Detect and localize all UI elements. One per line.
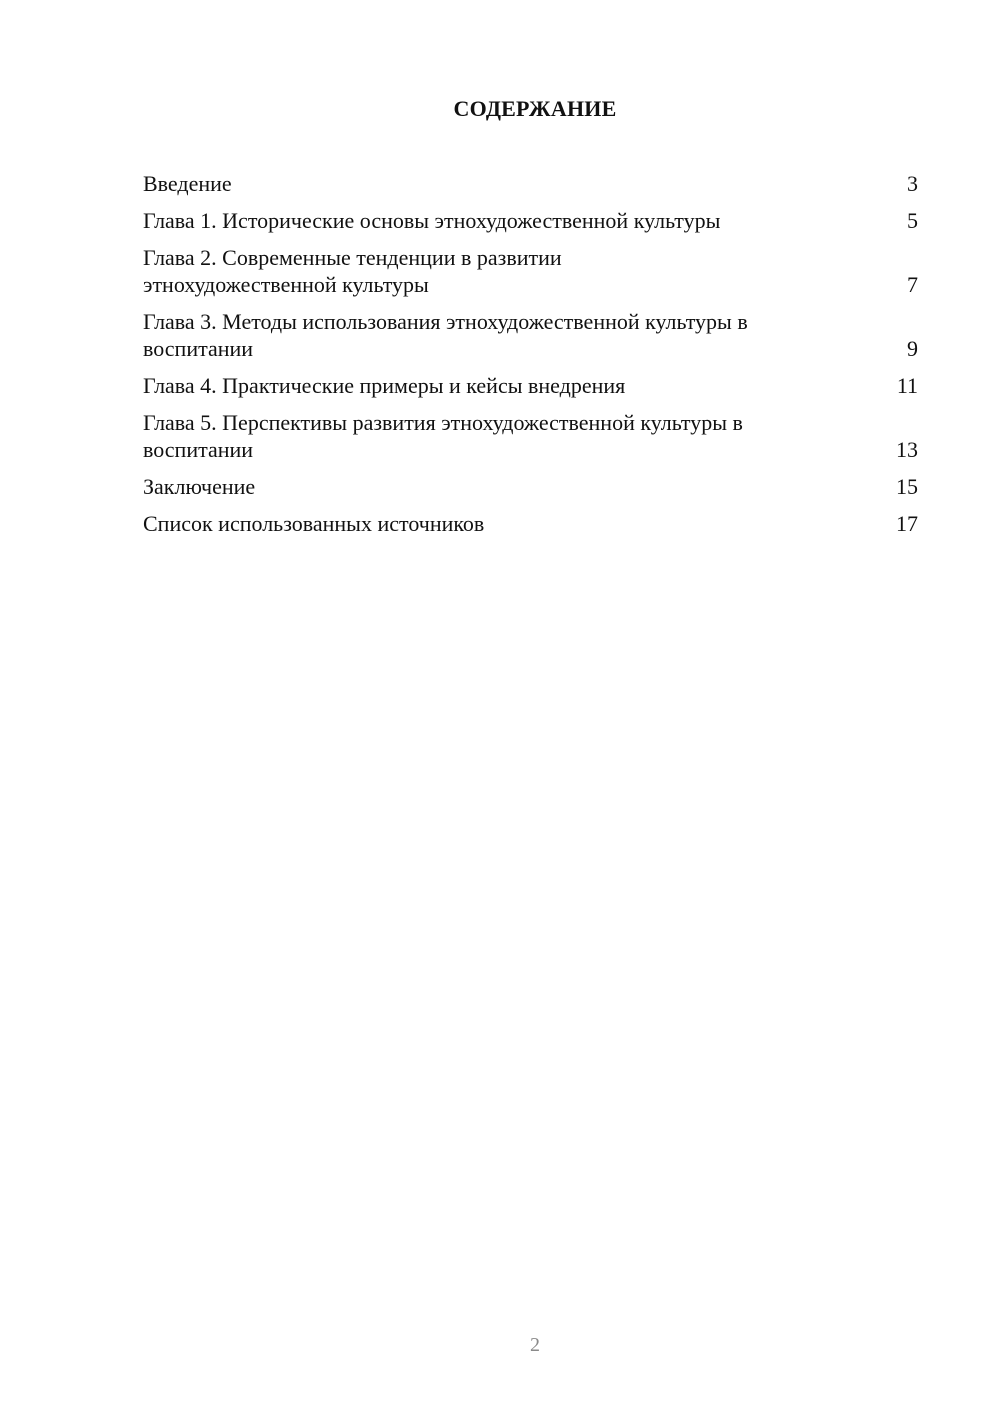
toc-entry-chapter-2 — [143, 244, 918, 298]
toc-entry-chapter-5 — [143, 409, 918, 463]
toc-entry-page: 17 — [896, 511, 918, 536]
toc-entry-page: 13 — [896, 437, 918, 462]
toc-entry-page: 11 — [896, 373, 918, 398]
toc-entry-page: 9 — [907, 336, 918, 361]
table-of-contents — [143, 170, 918, 547]
toc-entry-references — [143, 510, 918, 537]
toc-entry-page: 3 — [907, 171, 918, 196]
toc-entry-chapter-4 — [143, 372, 918, 399]
toc-entry-page: 7 — [907, 272, 918, 297]
toc-entry-page: 15 — [896, 474, 918, 499]
toc-entry-title: Заключение — [143, 474, 256, 499]
toc-entry-title: Список использованных источников — [143, 511, 485, 536]
toc-entry-title: Глава 1. Исторические основы этнохудожественной культуры — [143, 208, 721, 233]
toc-entry-title: Глава 4. Практические примеры и кейсы внедрения — [143, 373, 626, 398]
toc-entry-conclusion — [143, 473, 918, 500]
toc-heading: СОДЕРЖАНИЕ — [453, 96, 617, 121]
toc-entry-chapter-3 — [143, 308, 918, 362]
toc-entry-title: Глава 5. Перспективы развития этнохудожественной культуры в воспитании — [143, 410, 743, 462]
toc-entry-page: 5 — [907, 208, 918, 233]
toc-entry-chapter-1 — [143, 207, 918, 234]
toc-entry-title: Введение — [143, 171, 232, 196]
toc-entry-title: Глава 3. Методы использования этнохудожественной культуры в воспитании — [143, 309, 748, 361]
toc-entry-title: Глава 2. Современные тенденции в развитии этнохудожественной культуры — [143, 245, 562, 297]
toc-entry-introduction — [143, 170, 918, 197]
page-number: 2 — [530, 1334, 540, 1356]
